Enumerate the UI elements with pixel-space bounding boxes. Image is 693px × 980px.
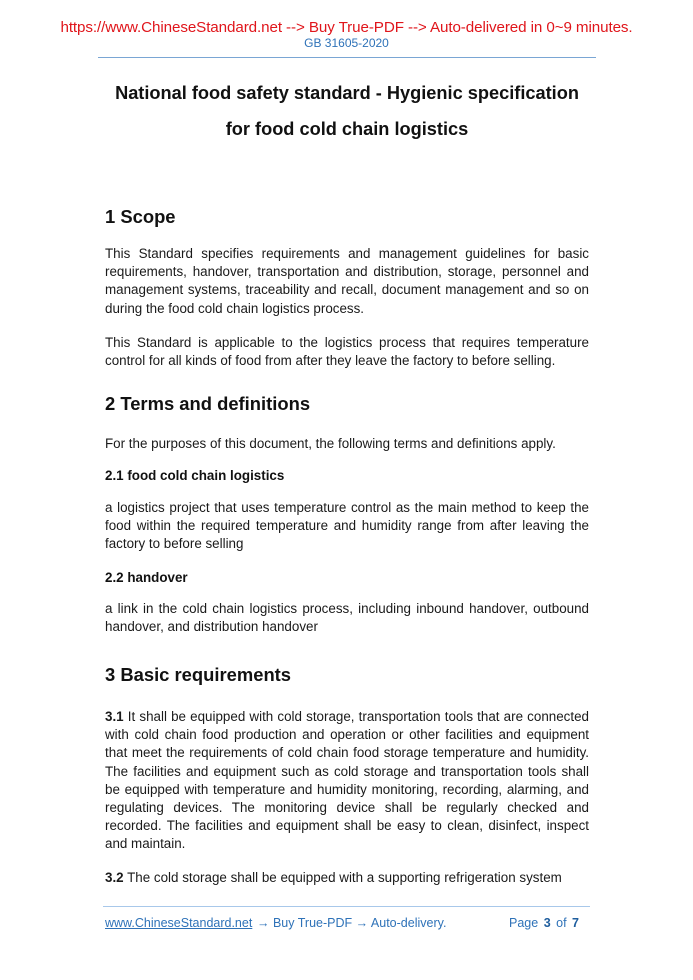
term-definition-2-2: a link in the cold chain logistics process, including inbound handover, outbound handover, and distribution handover xyxy=(105,601,589,635)
header-divider xyxy=(98,57,596,58)
page-indicator xyxy=(509,916,579,931)
footer-promo-text: → Buy True-PDF → Auto-delivery. xyxy=(257,916,447,930)
clause-3-1 xyxy=(105,708,589,854)
footer-divider xyxy=(103,906,590,907)
clause-number: 3.2 xyxy=(105,870,124,885)
term-heading-2-2: 2.2 handover xyxy=(105,570,188,585)
scope-paragraph-2: This Standard is applicable to the logistics process that requires temperature control for all kinds of food from after they leave the factory to before selling. xyxy=(105,335,589,369)
document-number: GB 31605-2020 xyxy=(304,36,389,50)
clause-3-2 xyxy=(105,869,589,887)
clause-number: 3.1 xyxy=(105,709,124,724)
clause-text: The cold storage shall be equipped with a supporting refrigeration system xyxy=(127,870,562,885)
term-definition-2-1: a logistics project that uses temperature control as the main method to keep the food within the required temperature and humidity range from after leaving the factory to before selling xyxy=(105,500,589,552)
term-heading-2-1: 2.1 food cold chain logistics xyxy=(105,468,285,483)
document-title-line1: National food safety standard - Hygienic specification xyxy=(115,83,579,103)
scope-paragraph-1: This Standard specifies requirements and management guidelines for basic requirements, handover, transportation and distribution, storage, personnel and management systems, traceability and recall, document management and so on during the food cold chain logistics process. xyxy=(105,246,589,316)
footer-site-link[interactable]: www.ChineseStandard.net xyxy=(105,916,253,930)
page-label: Page xyxy=(509,916,539,930)
section-heading-basic-requirements: 3 Basic requirements xyxy=(105,664,292,685)
terms-intro: For the purposes of this document, the following terms and definitions apply. xyxy=(105,436,556,451)
section-heading-terms: 2 Terms and definitions xyxy=(105,393,311,414)
page-of: of xyxy=(556,916,567,930)
page-current: 3 xyxy=(543,916,551,930)
promo-banner[interactable]: https://www.ChineseStandard.net --> Buy True-PDF --> Auto-delivered in 0~9 minutes. xyxy=(60,19,633,36)
document-title-line2: for food cold chain logistics xyxy=(225,119,469,139)
clause-text: It shall be equipped with cold storage, transportation tools that are connected with cold chain food production and operation or other facilities and equipment that meet the requirements of cold chain food storage temperature and humidity. The facilities and equipment such as cold storage and transportation tools shall be equipped with temperature and humidity monitoring, recording, alarming, and regulating devices. The monitoring device shall be regularly checked and recorded. The facilities and equipment shall be easy to clean, disinfect, inspect and maintain. xyxy=(105,709,589,852)
section-heading-scope: 1 Scope xyxy=(105,206,176,227)
page-total: 7 xyxy=(572,916,579,930)
